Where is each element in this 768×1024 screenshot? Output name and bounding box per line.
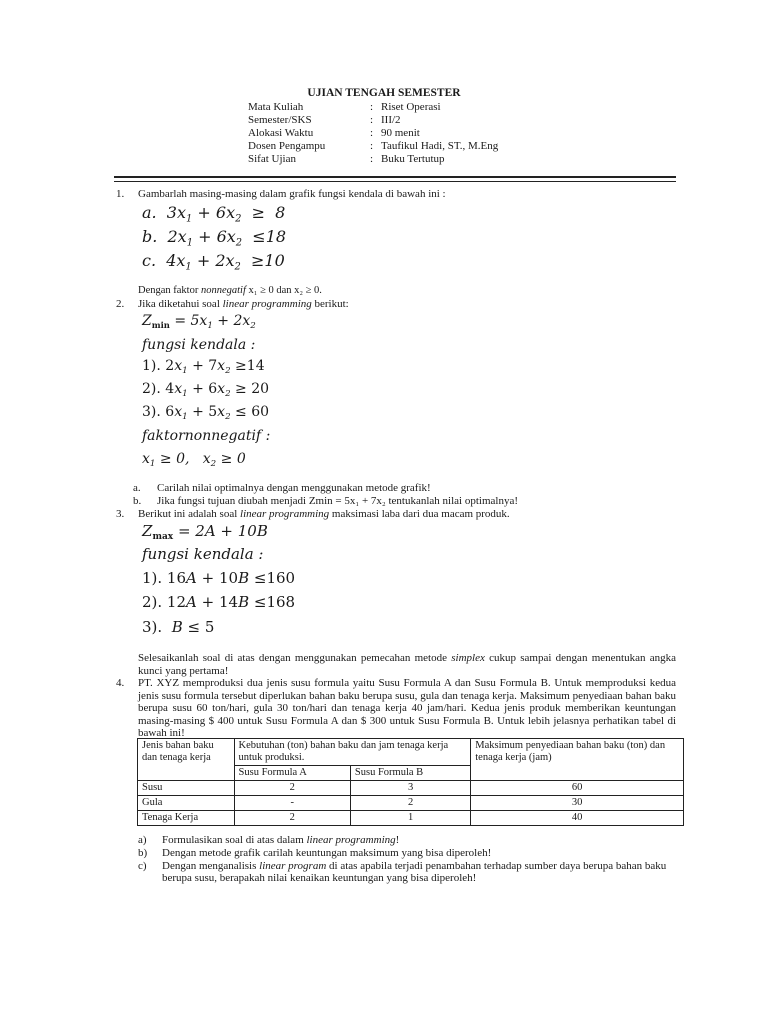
table-header-requirement: Kebutuhan (ton) bahan baku dan jam tenaga kerja untuk produksi. <box>234 739 471 766</box>
q3-constraint-heading: fungsi kendala : <box>142 545 264 563</box>
q3-objective: $Z_{max} = 2A + 10B$ <box>142 522 268 543</box>
instruction-emphasis: simplex <box>451 652 485 664</box>
text-prefix: Jika diketahui soal <box>138 298 223 310</box>
text-emphasis: linear programming <box>222 298 312 310</box>
header-colon: : <box>370 140 374 152</box>
note-suffix: x₁ ≥ 0 dan x₂ ≥ 0. <box>245 285 322 296</box>
question-3-text <box>138 508 510 521</box>
text-suffix: maksimasi laba dari dua macam produk. <box>329 508 510 520</box>
q2-nonnegativity-heading: faktornonnegatif : <box>142 428 271 444</box>
question-number: 4. <box>116 677 125 689</box>
question-number: 1. <box>116 188 125 200</box>
table-row <box>138 781 684 796</box>
question-number: 3. <box>116 508 125 520</box>
header-colon: : <box>370 127 374 139</box>
header-label: Mata Kuliah <box>248 101 304 113</box>
table-cell-b: 3 <box>350 781 470 796</box>
q2-objective: $Z_{min} = 5x_1 + 2x_2$ <box>142 313 256 332</box>
header-label: Dosen Pengampu <box>248 140 326 152</box>
item-mark: a) <box>138 834 147 846</box>
q1-constraint-a: a. $3x_1 + 6x_2 \ge 8$ <box>142 203 286 225</box>
table-header-formula-b: Susu Formula B <box>350 766 470 781</box>
question-2-text <box>138 298 349 311</box>
table-header-maximum: Maksimum penyediaan bahan baku (ton) dan tenaga kerja (jam) <box>471 739 684 781</box>
table-cell-name: Tenaga Kerja <box>138 811 235 826</box>
header-colon: : <box>370 114 374 126</box>
q4-item-a <box>138 834 683 847</box>
table-cell-b: 1 <box>350 811 470 826</box>
item-suffix: di atas apabila terjadi penambahan terhadap sumber daya berupa bahan baku berupa susu, berapakah nilai kenaikan keuntungan yang bisa diperoleh! <box>162 860 667 884</box>
table-cell-max: 40 <box>471 811 684 826</box>
note-prefix: Dengan faktor <box>138 285 201 296</box>
item-prefix: Dengan menganalisis <box>162 860 260 872</box>
q1-constraint-c: c. $4x_1 + 2x_2 \ge 10$ <box>142 251 285 273</box>
q3-instruction <box>138 652 676 677</box>
table-cell-max: 60 <box>471 781 684 796</box>
q2-item-b <box>133 495 678 508</box>
q3-constraint-1: 1). 16A + 10B ≤160 <box>142 569 296 587</box>
item-mark: b. <box>133 495 142 507</box>
table-header-formula-a: Susu Formula A <box>234 766 350 781</box>
header-value: Buku Tertutup <box>381 153 445 165</box>
question-1-text: Gambarlah masing-masing dalam grafik fungsi kendala di bawah ini : <box>138 188 446 200</box>
item-text: Carilah nilai optimalnya dengan menggunakan metode grafik! <box>157 482 431 494</box>
header-label: Alokasi Waktu <box>248 127 314 139</box>
q4-item-c <box>138 860 683 886</box>
header-divider-thin <box>114 181 676 182</box>
q3-constraint-3: 3). B ≤ 5 <box>142 618 215 636</box>
header-label: Semester/SKS <box>248 114 312 126</box>
q2-constraint-2: 2). $4x_1 + 6x_2 \ge 20$ <box>142 381 270 400</box>
q4-item-b <box>138 847 683 860</box>
instruction-prefix: Selesaikanlah soal di atas dengan menggunakan pemecahan metode <box>138 652 452 664</box>
header-colon: : <box>370 101 374 113</box>
item-text <box>162 834 682 846</box>
instruction-suffix: cukup sampai dengan menentukan angka kunci yang pertama! <box>138 652 676 677</box>
header-value: III/2 <box>381 114 401 126</box>
table-cell-a: 2 <box>234 811 350 826</box>
q2-nonnegativity: $x_1 \ge 0$, $x_2 \ge 0$ <box>142 451 246 470</box>
table-header-resource: Jenis bahan baku dan tenaga kerja <box>138 739 235 781</box>
q1-nonnegativity-note <box>138 284 322 297</box>
q3-constraint-2: 2). 12A + 14B ≤168 <box>142 593 296 611</box>
q2-constraint-3: 3). $6x_1 + 5x_2 \le 60$ <box>142 404 270 423</box>
table-cell-a: 2 <box>234 781 350 796</box>
table-row <box>138 796 684 811</box>
table-cell-name: Susu <box>138 781 235 796</box>
item-prefix: Formulasikan soal di atas dalam <box>162 834 307 846</box>
header-value: Taufikul Hadi, ST., M.Eng <box>381 140 499 152</box>
q2-constraint-1: 1). $2x_1 + 7x_2 \ge 14$ <box>142 358 265 377</box>
text-prefix: Berikut ini adalah soal <box>138 508 241 520</box>
item-text: Dengan metode grafik carilah keuntungan maksimum yang bisa diperoleh! <box>162 847 492 859</box>
header-colon: : <box>370 153 374 165</box>
q1-constraint-b: b. $2x_1 + 6x_2 \le 18$ <box>142 227 287 249</box>
table-row <box>138 811 684 826</box>
item-emphasis: linear programming <box>306 834 396 846</box>
item-mark: a. <box>133 482 141 494</box>
header-label: Sifat Ujian <box>248 153 296 165</box>
header-value: Riset Operasi <box>381 101 441 113</box>
resource-table <box>137 738 684 826</box>
question-4-text: PT. XYZ memproduksi dua jenis susu formula yaitu Susu Formula A dan Susu Formula B. Untuk memproduksi kedua jenis susu formula tersebut diperlukan bahan baku berupa susu, gula dan tenaga kerja. Maksimum penyediaan bahan baku berupa susu 60 ton/hari, gula 30 ton/hari dan tenaga kerja 40 jam/hari. Kedua jenis produk memberikan keuntungan masing-masing $ 400 untuk Susu Formula A dan $ 300 untuk Susu Formula B. Untuk lebih jelasnya perhatikan tabel di bawah ini! <box>138 677 676 740</box>
item-text: Jika fungsi tujuan diubah menjadi Zmin = 5x₁ + 7x₂ tentukanlah nilai optimalnya! <box>157 495 519 507</box>
table-cell-b: 2 <box>350 796 470 811</box>
table-cell-name: Gula <box>138 796 235 811</box>
header-divider-thick <box>114 176 676 178</box>
item-mark: c) <box>138 860 147 872</box>
item-emphasis: linear program <box>259 860 327 872</box>
table-cell-max: 30 <box>471 796 684 811</box>
text-suffix: berikut: <box>311 298 349 310</box>
q2-constraint-heading: fungsi kendala : <box>142 337 256 353</box>
note-emphasis: nonnegatif <box>200 285 246 296</box>
item-text <box>162 860 682 884</box>
q2-item-a <box>133 482 678 495</box>
text-emphasis: linear programming <box>240 508 330 520</box>
exam-title: UJIAN TENGAH SEMESTER <box>307 87 461 99</box>
item-suffix: ! <box>395 834 400 846</box>
table-cell-a: - <box>234 796 350 811</box>
header-value: 90 menit <box>381 127 420 139</box>
item-mark: b) <box>138 847 148 859</box>
question-number: 2. <box>116 298 125 310</box>
